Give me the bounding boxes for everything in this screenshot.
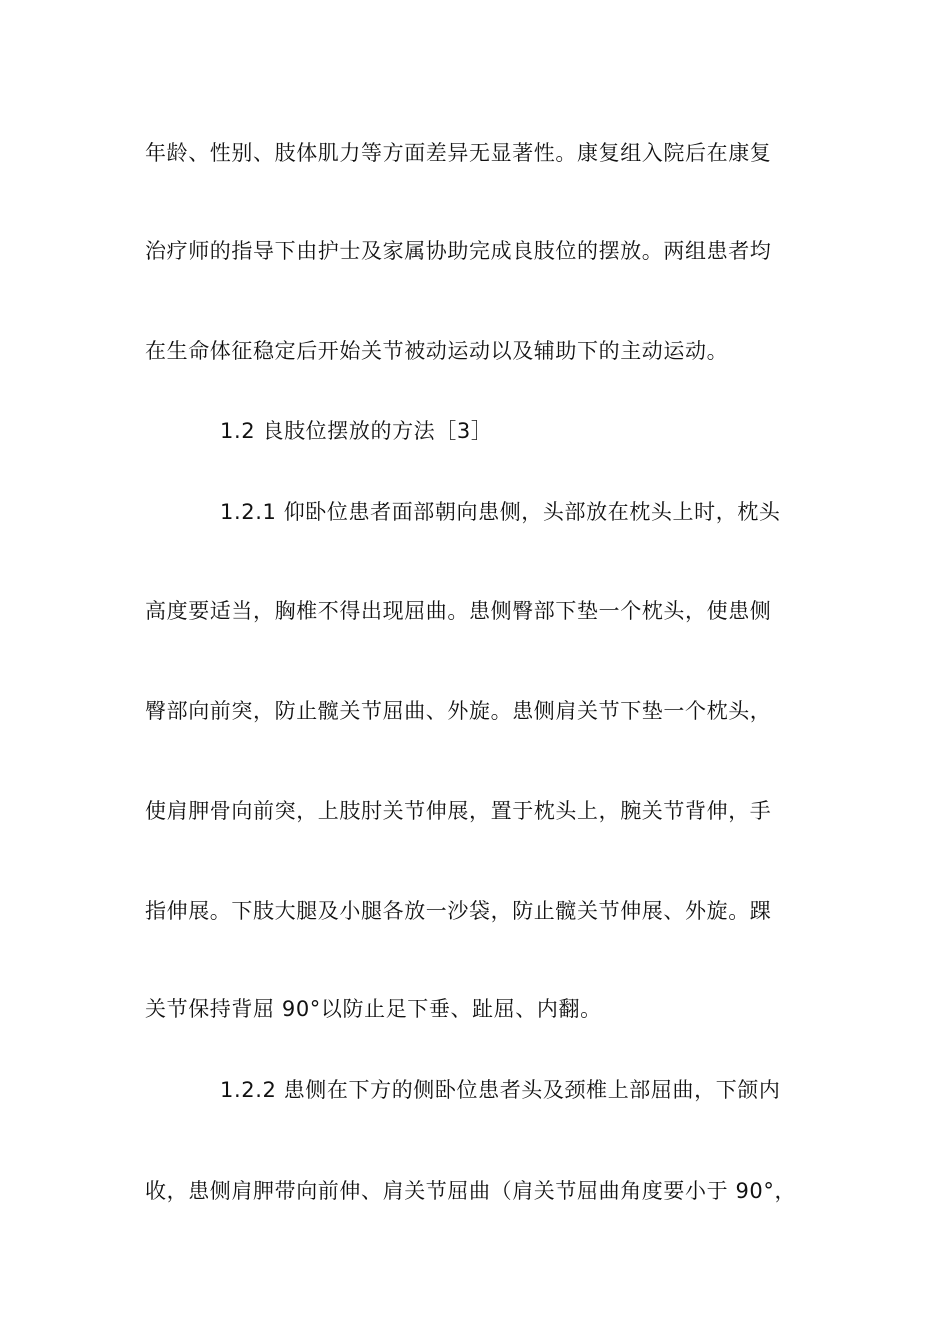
body-text-line: 在生命体征稳定后开始关节被动运动以及辅助下的主动运动。 bbox=[145, 339, 729, 363]
body-text-line: 关节保持背屈 90°以防止足下垂、趾屈、内翻。 bbox=[145, 997, 602, 1021]
subsection-heading-line: 1.2.2 患侧在下方的侧卧位患者头及颈椎上部屈曲，下颌内 bbox=[220, 1078, 781, 1102]
body-text-line: 指伸展。下肢大腿及小腿各放一沙袋，防止髋关节伸展、外旋。踝 bbox=[145, 899, 772, 923]
section-heading: 1.2 良肢位摆放的方法［3］ bbox=[220, 419, 493, 443]
body-text-line: 治疗师的指导下由护士及家属协助完成良肢位的摆放。两组患者均 bbox=[145, 239, 772, 263]
body-text-line: 年龄、性别、肢体肌力等方面差异无显著性。康复组入院后在康复 bbox=[145, 141, 772, 165]
subsection-heading-line: 1.2.1 仰卧位患者面部朝向患侧，头部放在枕头上时，枕头 bbox=[220, 500, 781, 524]
body-text-line: 高度要适当，胸椎不得出现屈曲。患侧臀部下垫一个枕头，使患侧 bbox=[145, 599, 772, 623]
body-text-line: 收，患侧肩胛带向前伸、肩关节屈曲（肩关节屈曲角度要小于 90°， bbox=[145, 1179, 797, 1203]
body-text-line: 使肩胛骨向前突，上肢肘关节伸展，置于枕头上，腕关节背伸，手 bbox=[145, 799, 772, 823]
body-text-line: 臀部向前突，防止髋关节屈曲、外旋。患侧肩关节下垫一个枕头， bbox=[145, 699, 772, 723]
